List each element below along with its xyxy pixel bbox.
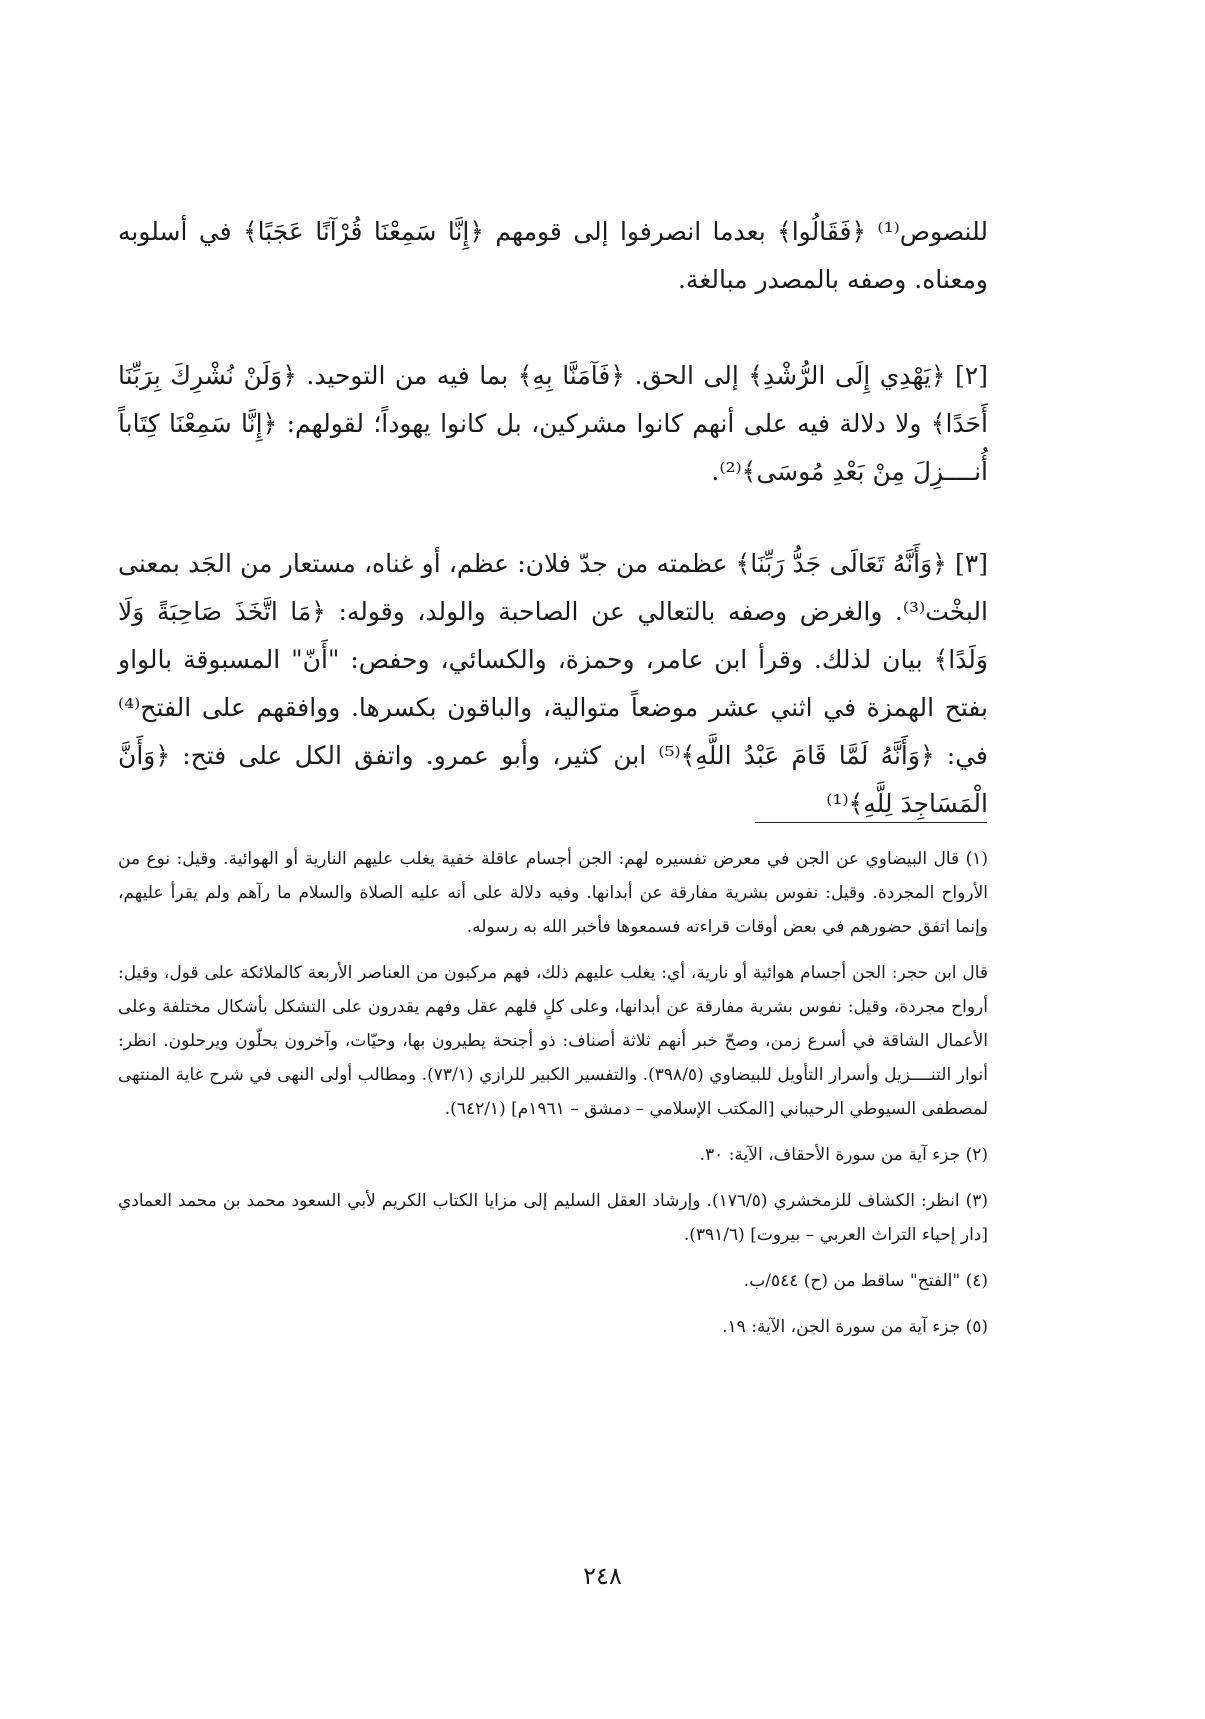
footnote-2: (٢) جزء آية من سورة الأحقاف، الآية: ٣٠.: [699, 1145, 988, 1165]
footnote-4: (٤) "الفتح" ساقط من (ح) ٥٤٤/ب.: [743, 1271, 988, 1291]
footnote-1: (١) قال البيضاوي عن الجن في معرض تفسيره لهم: الجن أجسام عاقلة خفية يغلب عليهم النارية أو الهوائية. وقيل: نوع من الأرواح المجردة. وقيل: نفوس بشرية مفارقة عن أبدانها. وفيه دلالة على أنه عليه الصلاة والسلام ما رآهم ولم يقرأ عليهم، وإنما اتفق حضورهم في بعض أوقات قراءته فسمعوها فأخبر الله به رسوله.: [118, 849, 988, 937]
main-paragraph-1: للنصوص⁽¹⁾ ﴿فَقَالُوا﴾ بعدما انصرفوا إلى قومهم ﴿إِنَّا سَمِعْنَا قُرْآنًا عَجَبًا﴾ في أسلوبه ومعناه. وصفه بالمصدر مبالغة.: [118, 217, 988, 294]
footnote-1-continued: قال ابن حجر: الجن أجسام هوائية أو نارية، أي: يغلب عليهم ذلك، فهم مركبون من العناصر الأربعة كالملائكة على قول، وقيل: أرواح مجردة، وقيل: نفوس بشرية مفارقة عن أبدانها، وعلى كلٍ فلهم عقل وفهم يقدرون على التشكل بأشكال مختلفة وعلى الأعمال الشاقة في أسرع زمن، وصحّ خبر أنهم ثلاثة أصناف: ذو أجنحة يطيرون بها، وحيّات، وآخرون يحلّون ويرحلون. انظر: أنوار التنــــزيل وأسرار التأويل للبيضاوي (٣٩٨/٥). والتفسير الكبير للرازي (٧٣/١). ومطالب أولى النهى في شرح غاية المنتهى لمصطفى السيوطي الرحيباني [المكتب الإسلامي – دمشق – ١٩٦١م] (٦٤٢/١).: [118, 963, 988, 1119]
footnote-5: (٥) جزء آية من سورة الجن، الآية: ١٩.: [722, 1317, 988, 1337]
footnotes: [118, 842, 988, 1356]
footnote-3: (٣) انظر: الكشاف للزمخشري (١٧٦/٥). وإرشاد العقل السليم إلى مزايا الكتاب الكريم لأبي السعود محمد بن محمد العمادي [دار إحياء التراث العربي – بيروت] (٣٩١/٦).: [118, 1191, 989, 1245]
main-paragraph-2: [٢] ﴿يَهْدِي إِلَى الرُّشْدِ﴾ إلى الحق. ﴿فَآمَنَّا بِهِ﴾ بما فيه من التوحيد. ﴿وَلَنْ نُشْرِكَ بِرَبِّنَا أَحَدًا﴾ ولا دلالة فيه على أنهم كانوا مشركين، بل كانوا يهوداً؛ لقولهم: ﴿إِنَّا سَمِعْنَا كِتَاباً أُنــــزِلَ مِنْ بَعْدِ مُوسَى﴾⁽²⁾.: [118, 361, 988, 486]
main-paragraph-3: [٣] ﴿وَأَنَّهُ تَعَالَى جَدُّ رَبِّنَا﴾ عظمته من جدّ فلان: عظم، أو غناه، مستعار من الجَد بمعنى البخْت⁽³⁾. والغرض وصفه بالتعالي عن الصاحبة والولد، وقوله: ﴿مَا اتَّخَذَ صَاحِبَةً وَلَا وَلَدًا﴾ بيان لذلك. وقرأ ابن عامر، وحمزة، والكسائي، وحفص: "أَنّ" المسبوقة بالواو بفتح الهمزة في اثني عشر موضعاً متوالية، والباقون بكسرها. ووافقهم على الفتح⁽⁴⁾ في: ﴿وَأَنَّهُ لَمَّا قَامَ عَبْدُ اللَّهِ﴾⁽⁵⁾ ابن كثير، وأبو عمرو. واتفق الكل على فتح: ﴿وَأَنَّ الْمَسَاجِدَ لِلَّهِ﴾⁽¹⁾: [118, 549, 988, 818]
footnote-separator: [755, 822, 987, 823]
page-number: ٢٤٨: [583, 1562, 622, 1590]
